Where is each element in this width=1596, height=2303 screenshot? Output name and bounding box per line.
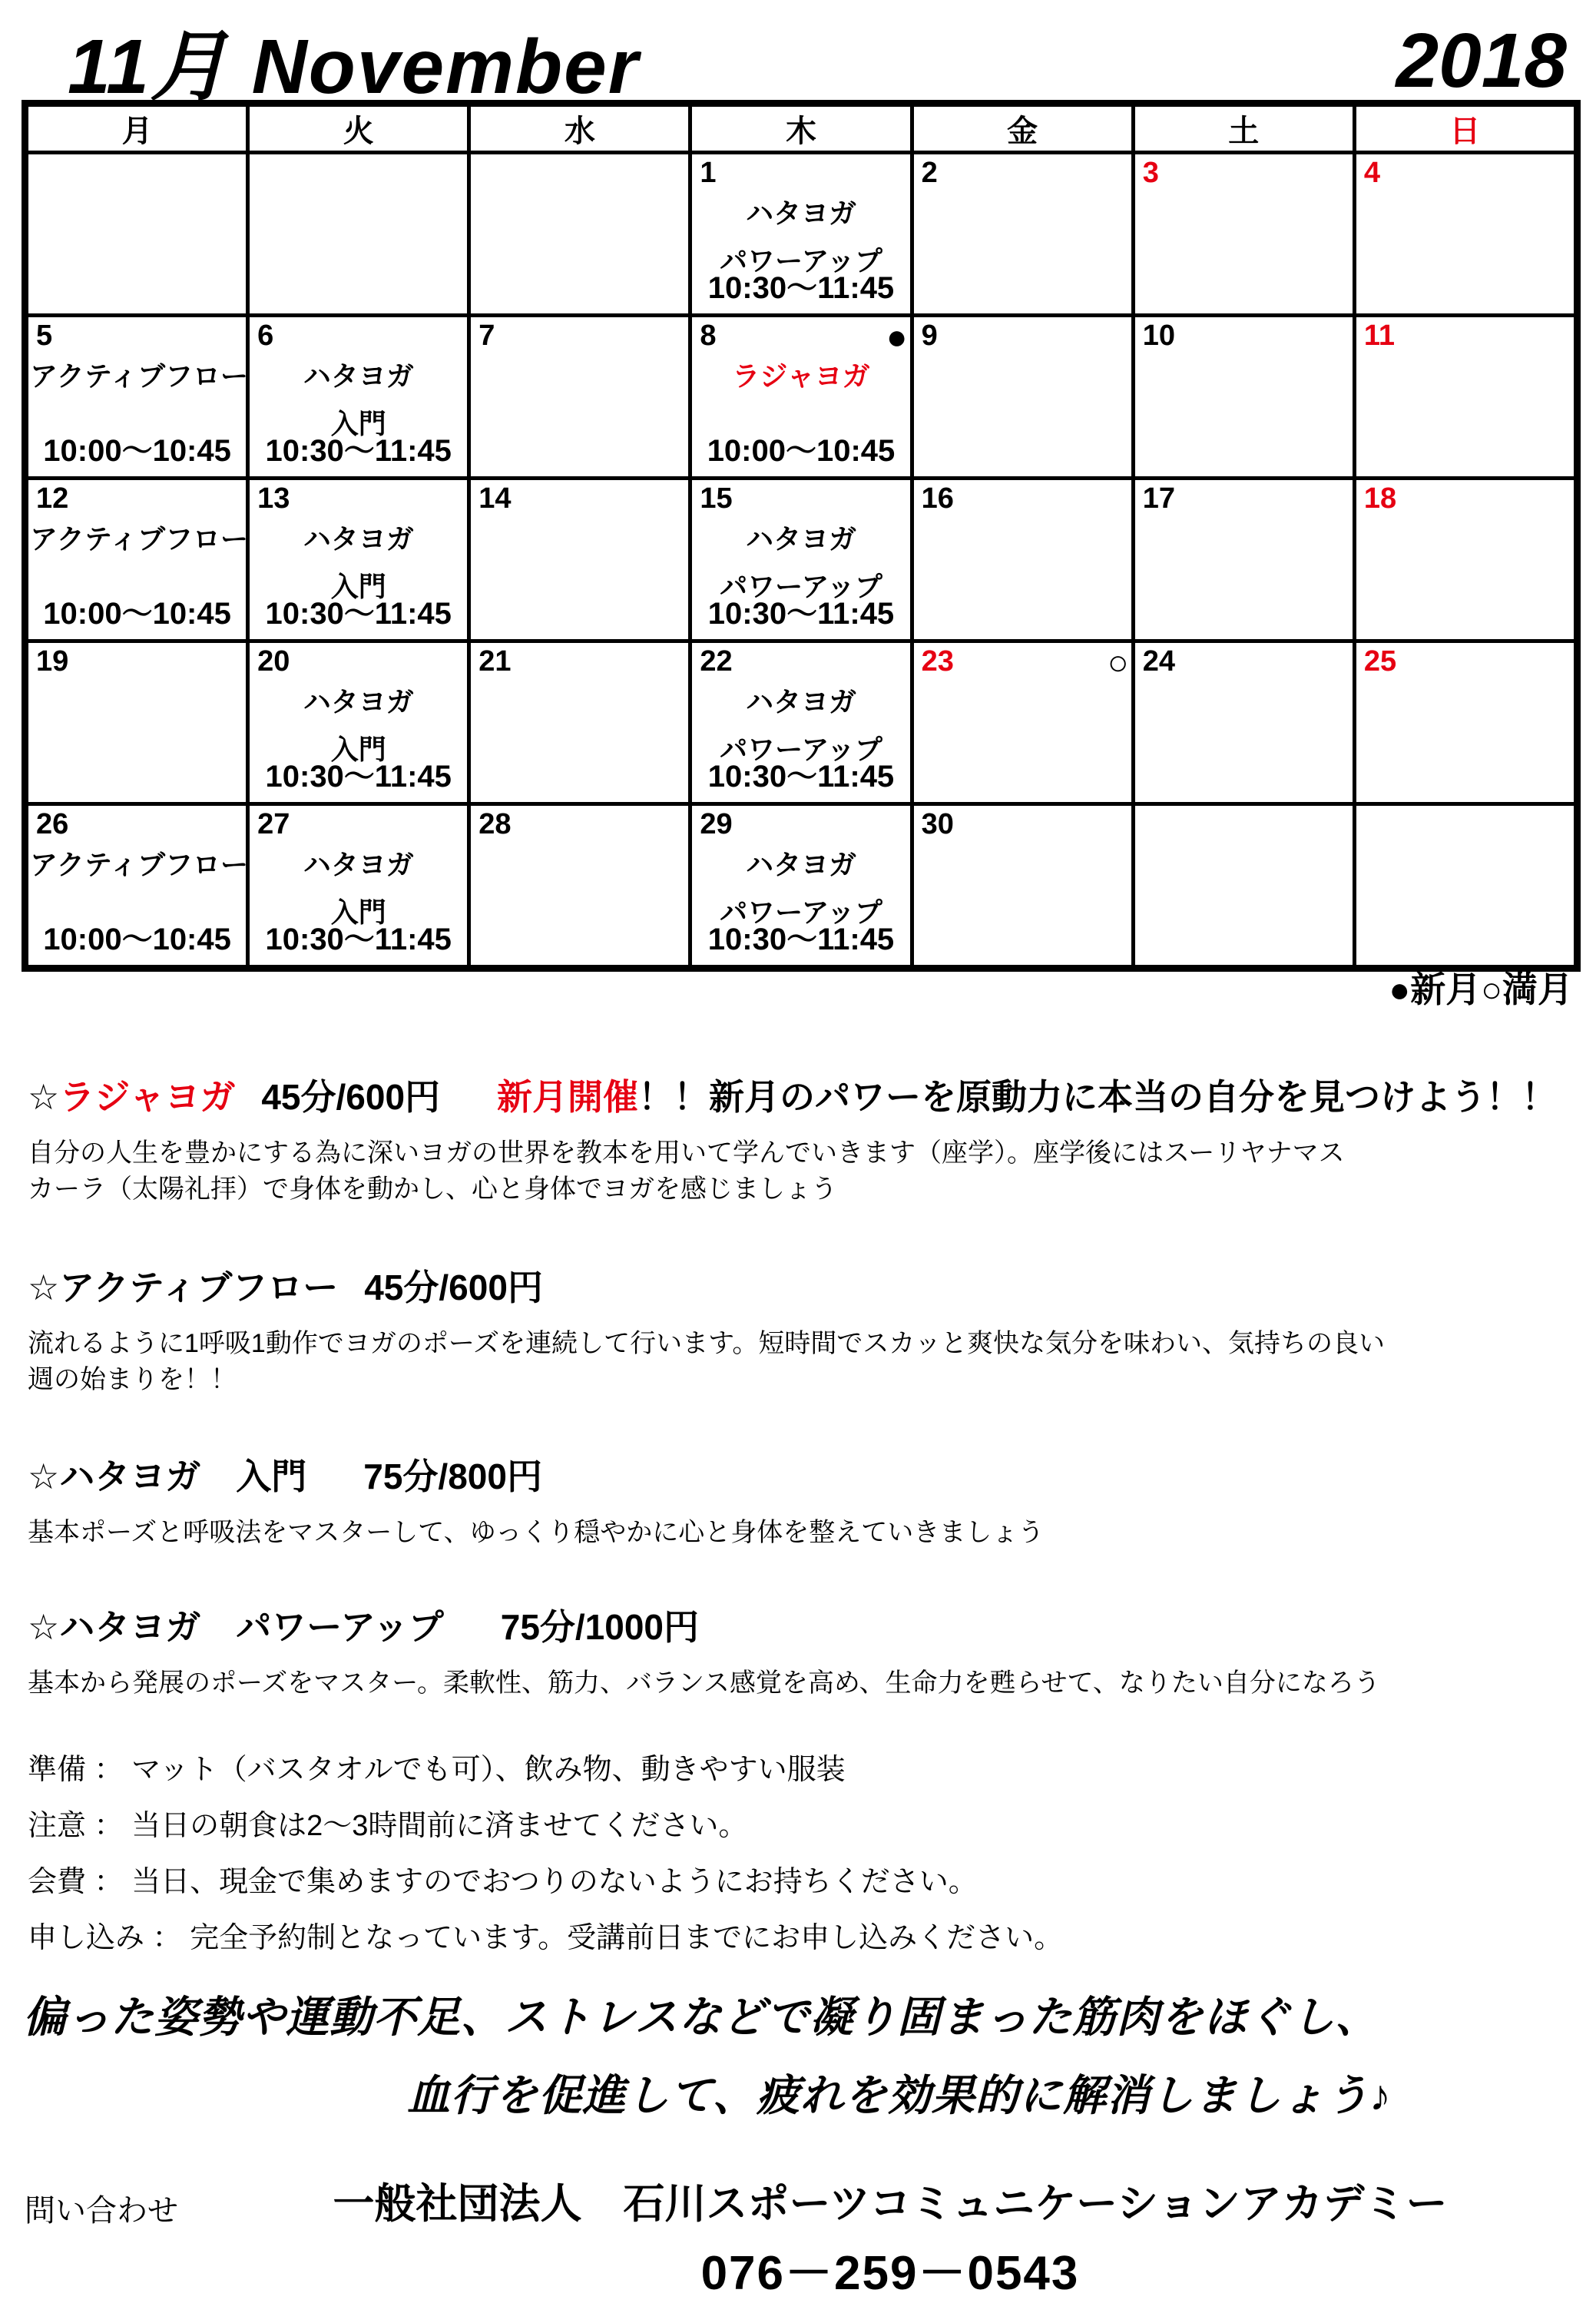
day-cell: [27, 479, 248, 641]
event-name: ハタヨガ 入門: [303, 849, 414, 928]
weekday-sat: 土: [1133, 105, 1354, 153]
event-time: 10:00～10:45: [707, 434, 896, 468]
day-cell: [469, 316, 690, 479]
event-time: 10:00～10:45: [43, 923, 231, 956]
day-number: 29: [700, 808, 733, 840]
day-number: 23: [921, 645, 954, 678]
contact-block: [184, 2171, 1596, 2303]
event-name: アクティブフロー: [30, 849, 249, 880]
class-price: 45分/600円: [261, 1077, 441, 1117]
day-number: 22: [700, 645, 733, 678]
day-cell: [912, 804, 1133, 967]
day-cell: [1354, 316, 1575, 479]
promo-line-2: 血行を促進して、疲れを効果的に解消しましょう♪: [407, 2071, 1392, 2119]
event-name: ハタヨガ パワーアップ: [720, 197, 882, 277]
day-number: 18: [1363, 482, 1397, 515]
week-row-1: [27, 153, 1576, 316]
info-caution: 注意 ： 当日の朝食は2～3時間前に済ませてください。: [28, 1810, 748, 1842]
class-name: ハタヨガ 入門: [59, 1456, 307, 1496]
day-cell: [690, 316, 912, 479]
star-icon: ☆: [28, 1456, 60, 1496]
day-number: 16: [921, 482, 954, 515]
day-cell: [912, 641, 1133, 804]
section-hatha-powerup: [28, 1599, 1573, 1702]
event-time: 10:00～10:45: [43, 597, 231, 631]
event-name: アクティブフロー: [30, 523, 249, 555]
day-cell: [469, 641, 690, 804]
new-moon-note: 新月開催: [497, 1077, 639, 1117]
day-cell: [1133, 153, 1354, 316]
weekday-tue: 火: [248, 105, 469, 153]
week-row-5: [27, 804, 1576, 967]
day-number: 26: [36, 808, 69, 840]
contact-label: 問い合わせ: [25, 2194, 178, 2228]
day-number: 15: [700, 482, 733, 515]
year-label: 2018: [1396, 18, 1567, 104]
day-cell: [912, 153, 1133, 316]
class-name: ラジャヨガ: [59, 1077, 236, 1117]
section-heading: [28, 1260, 1573, 1311]
day-cell: [690, 153, 912, 316]
day-number: 10: [1142, 320, 1175, 352]
organization-name: 一般社団法人 石川スポーツコミュニケーションアカデミー: [333, 2181, 1448, 2227]
event-name: ハタヨガ 入門: [303, 686, 414, 765]
day-cell: [248, 479, 469, 641]
event-time: 10:30～11:45: [265, 760, 452, 794]
full-moon-icon: ○: [1107, 642, 1129, 682]
event-name: ハタヨガ 入門: [303, 523, 414, 602]
day-cell: [690, 804, 912, 967]
day-number: 5: [36, 320, 53, 352]
weekday-header-row: [27, 105, 1576, 153]
event-time: 10:00～10:45: [43, 434, 231, 468]
day-cell: [1133, 316, 1354, 479]
day-number: 4: [1363, 157, 1380, 189]
day-number: 9: [921, 320, 938, 352]
day-number: 27: [257, 808, 290, 840]
weekday-thu: 木: [690, 105, 912, 153]
section-body: 自分の人生を豊かにする為に深いヨガの世界を教本を用いて学んでいきます（座学）。座学後にはスーリヤナマス カーラ（太陽礼拝）で身体を動かし、心と身体でヨガを感じましょう: [28, 1138, 1345, 1204]
day-number: 14: [478, 482, 512, 515]
star-icon: ☆: [28, 1077, 60, 1117]
day-cell-empty: [469, 153, 690, 316]
section-body: 流れるように1呼吸1動作でヨガのポーズを連続して行います。短時間でスカッと爽快な気分を味わい、気持ちの良い 週の始まりを！！: [28, 1329, 1386, 1394]
day-number: 17: [1142, 482, 1175, 515]
day-cell: [1354, 641, 1575, 804]
info-notes: [28, 1742, 1063, 1967]
day-number: 11: [1363, 320, 1396, 352]
day-number: 8: [700, 320, 717, 352]
calendar: [22, 100, 1581, 972]
heading-note: ！！新月のパワーを原動力に本当の自分を見つけよう！！: [638, 1077, 1558, 1117]
class-price: 45分/600円: [364, 1267, 543, 1307]
event-time: 10:30～11:45: [265, 923, 452, 956]
day-cell: [690, 641, 912, 804]
day-number: 20: [257, 645, 290, 678]
day-cell: [690, 479, 912, 641]
event-time: 10:30～11:45: [707, 271, 895, 305]
section-active-flow: [28, 1260, 1573, 1398]
day-cell: [912, 316, 1133, 479]
day-cell: [27, 641, 248, 804]
event-name: ハタヨガ パワーアップ: [720, 523, 882, 602]
moon-legend: ●新月○満月: [1389, 969, 1573, 1009]
section-hatha-beginner: [28, 1449, 1573, 1551]
day-number: 2: [921, 157, 938, 189]
day-cell: [248, 316, 469, 479]
new-moon-icon: ●: [886, 316, 908, 356]
day-number: 25: [1363, 645, 1397, 678]
event-time: 10:30～11:45: [265, 434, 452, 468]
page-title: 11月 November: [68, 24, 640, 110]
event-time: 10:30～11:45: [265, 597, 452, 631]
promo-message: [23, 1983, 1392, 2123]
day-cell-empty: [1133, 804, 1354, 967]
star-icon: ☆: [28, 1267, 60, 1307]
event-name: ハタヨガ 入門: [303, 360, 414, 439]
day-cell: [469, 479, 690, 641]
day-number: 21: [478, 645, 512, 678]
day-cell: [912, 479, 1133, 641]
class-name: アクティブフロー: [59, 1267, 339, 1307]
day-number: 1: [700, 157, 717, 189]
day-cell-empty: [248, 153, 469, 316]
day-cell-empty: [27, 153, 248, 316]
day-cell: [248, 641, 469, 804]
weekday-fri: 金: [912, 105, 1133, 153]
event-name: アクティブフロー: [30, 360, 249, 392]
day-number: 30: [921, 808, 954, 840]
weekday-sun: 日: [1354, 105, 1575, 153]
phone-number: 076－259－0543: [700, 2247, 1080, 2300]
day-cell: [248, 804, 469, 967]
weekday-mon: 月: [27, 105, 248, 153]
event-name: ハタヨガ パワーアップ: [720, 686, 882, 765]
event-time: 10:30～11:45: [707, 923, 895, 956]
section-heading: [28, 1599, 1573, 1650]
day-number: 24: [1142, 645, 1175, 678]
section-body: 基本から発展のポーズをマスター。柔軟性、筋力、バランス感覚を高め、生命力を甦らせて、なりたい自分になろう: [28, 1668, 1380, 1698]
day-cell: [469, 804, 690, 967]
day-cell: [27, 316, 248, 479]
section-heading: [28, 1449, 1573, 1499]
day-number: 3: [1142, 157, 1159, 189]
weekday-wed: 水: [469, 105, 690, 153]
day-cell-empty: [1354, 804, 1575, 967]
day-cell: [1354, 153, 1575, 316]
event-name: ラジャヨガ: [732, 360, 870, 392]
day-number: 28: [478, 808, 512, 840]
week-row-4: [27, 641, 1576, 804]
star-icon: ☆: [28, 1607, 60, 1647]
day-number: 19: [36, 645, 69, 678]
info-fee: 会費 ： 当日、現金で集めますのでおつりのないようにお持ちください。: [28, 1866, 978, 1898]
day-cell: [27, 804, 248, 967]
event-time: 10:30～11:45: [707, 760, 895, 794]
event-time: 10:30～11:45: [707, 597, 895, 631]
class-price: 75分/800円: [363, 1456, 542, 1496]
section-heading: [28, 1069, 1573, 1120]
day-cell: [1354, 479, 1575, 641]
week-row-2: [27, 316, 1576, 479]
day-cell: [1133, 641, 1354, 804]
info-application: 申し込み ： 完全予約制となっています。受講前日までにお申し込みください。: [28, 1922, 1064, 1954]
day-number: 13: [257, 482, 290, 515]
day-number: 6: [257, 320, 274, 352]
day-cell: [1133, 479, 1354, 641]
week-row-3: [27, 479, 1576, 641]
class-name: ハタヨガ パワーアップ: [59, 1607, 444, 1647]
promo-line-1: 偏った姿勢や運動不足、ストレスなどで凝り固まった筋肉をほぐし、: [23, 1993, 1379, 2041]
section-body: 基本ポーズと呼吸法をマスターして、ゆっくり穏やかに心と身体を整えていきましょう: [28, 1518, 1045, 1547]
event-name: ハタヨガ パワーアップ: [720, 849, 882, 928]
day-number: 7: [478, 320, 495, 352]
section-rajayoga: [28, 1069, 1573, 1208]
info-preparation: 準備 ： マット（バスタオルでも可）、飲み物、動きやすい服装: [28, 1754, 846, 1786]
class-price: 75分/1000円: [500, 1607, 700, 1647]
day-number: 12: [36, 482, 69, 515]
